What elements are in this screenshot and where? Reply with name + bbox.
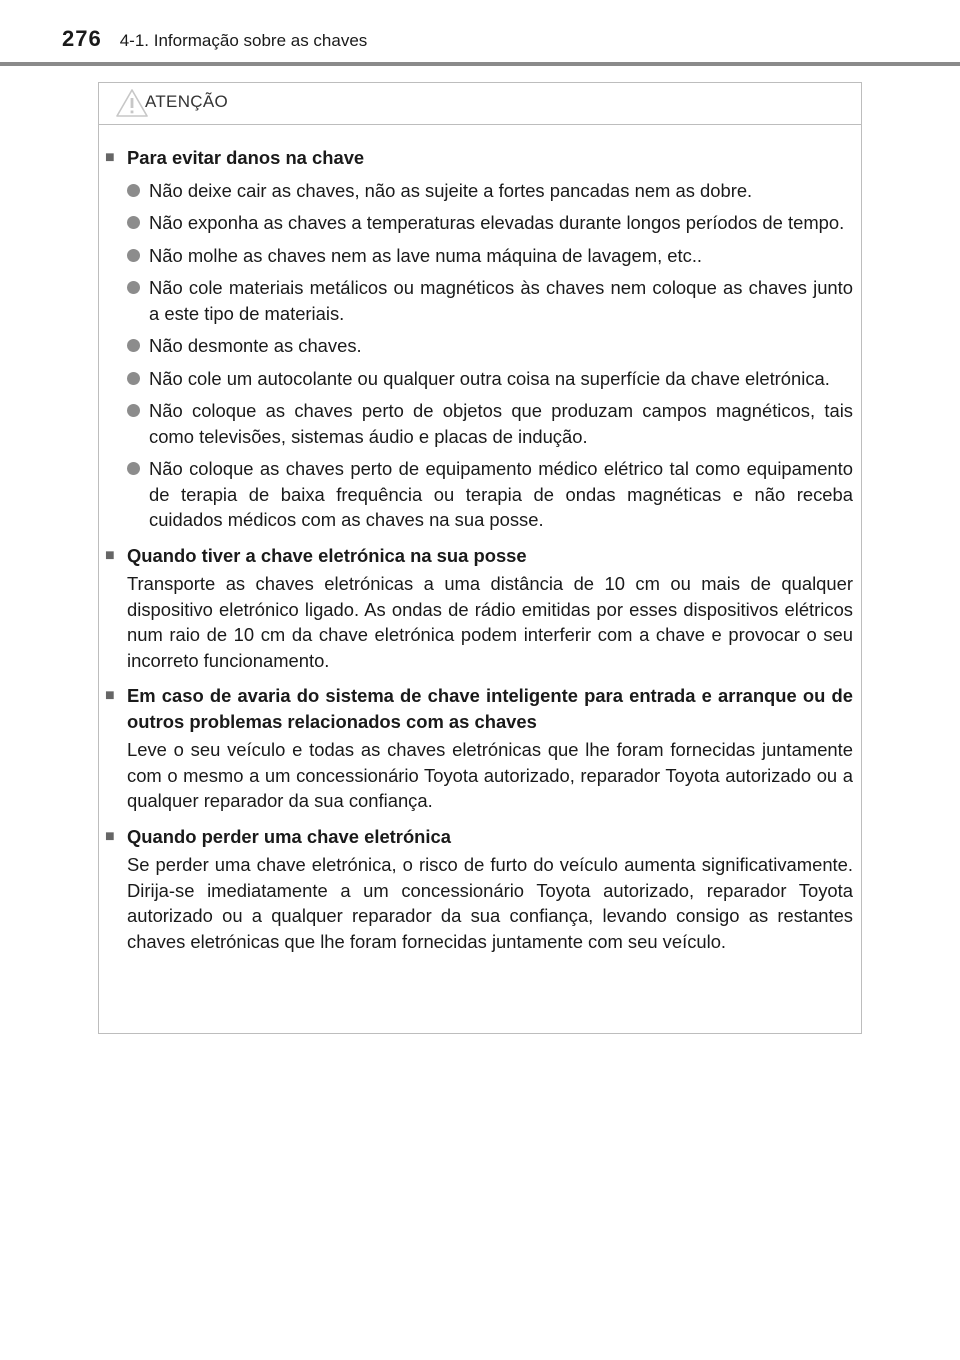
- square-bullet-icon: ■: [105, 687, 115, 704]
- square-bullet-icon: ■: [105, 546, 115, 564]
- section-paragraph: Transporte as chaves eletrónicas a uma distância de 10 cm ou mais de qualquer dispositivo eletrónico ligado. As ondas de rádio emitidas por esses dispositivos elétricos num raio de 10 cm da chave eletrónica podem interferir com a chave e provocar o seu incorreto funcionamento.: [127, 573, 853, 671]
- warning-body: [99, 125, 861, 954]
- circle-bullet-icon: [127, 366, 145, 392]
- circle-bullet-icon: [127, 178, 145, 204]
- section-heading: ■ Quando tiver a chave eletrónica na sua posse: [105, 543, 853, 569]
- section-heading: ■ Quando perder uma chave eletrónica: [105, 824, 853, 850]
- square-bullet-icon: ■: [105, 827, 115, 845]
- list-item: Não coloque as chaves perto de objetos que produzam campos magnéticos, tais como televisões, sistemas áudio e placas de indução.: [105, 398, 853, 449]
- circle-bullet-icon: [127, 398, 145, 449]
- square-bullet-icon: ■: [105, 149, 115, 166]
- circle-bullet-icon: [127, 333, 145, 359]
- section-paragraph: Leve o seu veículo e todas as chaves eletrónicas que lhe foram fornecidas juntamente com o mesmo a um concessionário Toyota autorizado, reparador Toyota autorizado ou a qualquer reparador da sua confiança.: [127, 739, 853, 811]
- circle-bullet-icon: [127, 456, 145, 533]
- list-item: Não cole materiais metálicos ou magnéticos às chaves nem coloque as chaves junto a este tipo de materiais.: [105, 275, 853, 326]
- section-heading: ■ Em caso de avaria do sistema de chave inteligente para entrada e arranque ou de outros problemas relacionados com as chaves: [105, 683, 853, 734]
- list-item: Não deixe cair as chaves, não as sujeite a fortes pancadas nem as dobre.: [105, 178, 853, 204]
- warning-header: [99, 83, 861, 125]
- section-title: 4-1. Informação sobre as chaves: [119, 31, 368, 50]
- list-item: Não coloque as chaves perto de equipamento médico elétrico tal como equipamento de terapia de baixa frequência ou terapia de ondas magnéticas e não receba cuidados médicos com as chaves na sua posse.: [105, 456, 853, 533]
- circle-bullet-icon: [127, 210, 145, 236]
- section-paragraph: Se perder uma chave eletrónica, o risco de furto do veículo aumenta significativamente. Dirija-se imediatamente a um concessionário Toyota autorizado, reparador Toyota autorizado ou a qualquer reparador da sua confiança, levando consigo as restantes chaves eletrónicas que lhe foram fornecidas juntamente com seu veículo.: [127, 854, 853, 952]
- warning-box: [98, 82, 862, 1034]
- warning-triangle-icon: [115, 88, 149, 118]
- list-item: Não cole um autocolante ou qualquer outra coisa na superfície da chave eletrónica.: [105, 366, 853, 392]
- page-header: [62, 26, 367, 62]
- page-number: 276: [62, 26, 102, 51]
- warning-label: ATENÇÃO: [145, 92, 229, 111]
- section-heading: ■ Para evitar danos na chave: [105, 145, 853, 171]
- list-item: Não exponha as chaves a temperaturas elevadas durante longos períodos de tempo.: [105, 210, 853, 236]
- list-item: Não molhe as chaves nem as lave numa máquina de lavagem, etc..: [105, 243, 853, 269]
- circle-bullet-icon: [127, 275, 145, 326]
- list-item: Não desmonte as chaves.: [105, 333, 853, 359]
- circle-bullet-icon: [127, 243, 145, 269]
- header-divider: [0, 62, 960, 66]
